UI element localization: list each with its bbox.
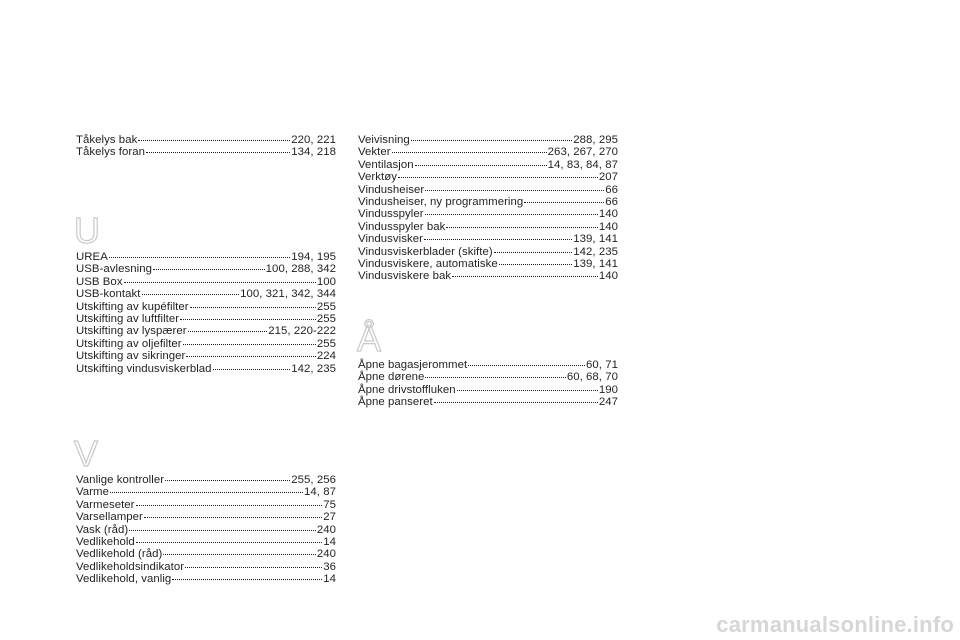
entry-term: Veivisning — [358, 134, 410, 146]
dot-leader — [138, 139, 290, 141]
index-entry — [76, 263, 336, 275]
entry-pages: 240 — [316, 523, 336, 536]
entry-pages: 190 — [598, 383, 618, 396]
dot-leader — [411, 139, 572, 141]
entry-pages: 207 — [598, 171, 618, 184]
index-entry — [76, 511, 336, 523]
entry-pages: 220, 221 — [291, 134, 336, 146]
dot-leader — [190, 306, 316, 308]
dot-leader — [142, 293, 240, 295]
entry-term: Verktøy — [358, 171, 397, 184]
index-entry — [76, 524, 336, 536]
index-entry — [358, 270, 618, 282]
index-entry — [76, 474, 336, 486]
dot-leader — [185, 566, 322, 568]
entry-pages: 140 — [598, 220, 618, 233]
entry-term: Varmeseter — [76, 498, 135, 511]
section-letter-aa: Å — [357, 318, 382, 359]
dot-leader — [186, 355, 315, 357]
index-entry — [358, 396, 618, 408]
dot-leader — [452, 275, 598, 277]
entry-pages: 100, 321, 342, 344 — [240, 288, 336, 301]
entry-pages: 36 — [323, 560, 336, 573]
entry-pages: 263, 267, 270 — [547, 146, 618, 159]
dot-leader — [172, 578, 322, 580]
entry-pages: 215, 220-222 — [268, 325, 336, 338]
entry-term: Vedlikehold — [76, 535, 135, 548]
entry-term: UREA — [76, 251, 108, 263]
dot-leader — [425, 376, 565, 378]
dot-leader — [457, 389, 598, 391]
index-entry — [76, 573, 336, 585]
index-entry — [76, 276, 336, 288]
entry-term: USB-avlesning — [76, 263, 152, 276]
index-entry — [358, 359, 618, 371]
section-v-continued — [358, 134, 618, 283]
index-entry — [76, 301, 336, 313]
entry-pages: 60, 68, 70 — [566, 371, 618, 384]
entry-term: Vindusspyler — [358, 208, 424, 221]
dot-leader — [129, 529, 316, 531]
dot-leader — [434, 401, 598, 403]
entry-term: USB Box — [76, 275, 123, 288]
entry-term: Varsellamper — [76, 511, 143, 524]
dot-leader — [398, 176, 598, 178]
dot-leader — [425, 213, 598, 215]
entry-term: Varme — [76, 486, 109, 499]
entry-pages: 14 — [323, 573, 336, 586]
dot-leader — [424, 238, 572, 240]
section-letter-v: V — [74, 433, 99, 474]
entry-pages: 100 — [316, 275, 336, 288]
entry-pages: 247 — [598, 396, 618, 409]
dot-leader — [144, 516, 322, 518]
index-entry — [76, 313, 336, 325]
entry-pages: 139, 141 — [573, 233, 618, 246]
entry-term: Ventilasjon — [358, 158, 414, 171]
entry-pages: 14, 83, 84, 87 — [547, 158, 618, 171]
index-entry — [358, 371, 618, 383]
entry-pages: 255, 256 — [291, 474, 336, 486]
entry-term: USB-kontakt — [76, 288, 141, 301]
index-entry — [358, 196, 618, 208]
dot-leader — [124, 281, 316, 283]
index-entry — [76, 134, 336, 146]
index-entry — [76, 325, 336, 337]
dot-leader — [146, 151, 290, 153]
entry-pages: 255 — [316, 312, 336, 325]
entry-pages: 240 — [316, 548, 336, 561]
entry-term: Vekter — [358, 146, 391, 159]
entry-term: Åpne bagasjerommet — [358, 359, 468, 371]
dot-leader — [425, 189, 604, 191]
entry-pages: 139, 141 — [573, 257, 618, 270]
entry-term: Vedlikehold (råd) — [76, 548, 163, 561]
watermark: carmanualsonline.info — [716, 612, 954, 637]
entry-term: Vindusheiser — [358, 183, 425, 196]
dot-leader — [180, 318, 316, 320]
entry-term: Vindusvisker — [358, 233, 423, 246]
entry-pages: 134, 218 — [291, 146, 336, 159]
dot-leader — [446, 226, 598, 228]
dot-leader — [183, 343, 316, 345]
index-entry — [358, 159, 618, 171]
index-entry — [76, 536, 336, 548]
entry-pages: 100, 288, 342 — [265, 263, 336, 276]
index-entry — [76, 561, 336, 573]
entry-pages: 255 — [316, 337, 336, 350]
entry-pages: 60, 71 — [586, 359, 618, 371]
dot-leader — [499, 263, 573, 265]
entry-pages: 27 — [323, 511, 336, 524]
entry-pages: 255 — [316, 300, 336, 313]
entry-term: Vindusheiser, ny programmering — [358, 195, 524, 208]
dot-leader — [163, 553, 316, 555]
index-entry — [76, 486, 336, 498]
index-entry — [358, 221, 618, 233]
section-aa — [358, 359, 618, 409]
entry-pages: 14, 87 — [304, 486, 336, 499]
entry-term: Åpne panseret — [358, 396, 433, 409]
entry-term: Vindusviskere, automatiske — [358, 257, 498, 270]
index-entry — [358, 134, 618, 146]
section-t-continued — [76, 134, 336, 159]
index-entry — [358, 146, 618, 158]
entry-pages: 142, 235 — [573, 245, 618, 258]
dot-leader — [165, 479, 290, 481]
entry-term: Vask (råd) — [76, 523, 129, 536]
index-entry — [76, 548, 336, 560]
dot-leader — [494, 251, 573, 253]
entry-pages: 140 — [598, 208, 618, 221]
index-entry — [76, 251, 336, 263]
entry-pages: 288, 295 — [573, 134, 618, 146]
dot-leader — [153, 268, 265, 270]
section-letter-u: U — [74, 210, 100, 251]
entry-term: Utskifting av sikringer — [76, 350, 186, 363]
index-entry — [358, 233, 618, 245]
entry-term: Åpne drivstoffluken — [358, 383, 456, 396]
entry-pages: 194, 195 — [291, 251, 336, 263]
entry-term: Utskifting av luftfilter — [76, 312, 180, 325]
entry-term: Utskifting av lyspærer — [76, 325, 187, 338]
dot-leader — [188, 330, 268, 332]
index-entry — [358, 208, 618, 220]
entry-term: Vindusspyler bak — [358, 220, 446, 233]
entry-pages: 224 — [316, 350, 336, 363]
index-entry — [358, 246, 618, 258]
dot-leader — [136, 541, 322, 543]
entry-term: Vedlikehold, vanlig — [76, 573, 172, 586]
entry-term: Tåkelys bak — [76, 134, 138, 146]
entry-pages: 142, 235 — [291, 362, 336, 375]
section-v — [76, 474, 336, 586]
index-entry — [358, 258, 618, 270]
dot-leader — [136, 504, 323, 506]
dot-leader — [468, 364, 585, 366]
entry-term: Vindusviskerblader (skifte) — [358, 245, 493, 258]
entry-term: Åpne dørene — [358, 371, 425, 384]
index-entry — [358, 184, 618, 196]
entry-pages: 14 — [323, 535, 336, 548]
entry-term: Vindusviskere bak — [358, 270, 452, 283]
index-entry — [76, 363, 336, 375]
entry-pages: 140 — [598, 270, 618, 283]
entry-term: Vanlige kontroller — [76, 474, 165, 486]
dot-leader — [109, 256, 290, 258]
index-entry — [76, 499, 336, 511]
dot-leader — [415, 164, 547, 166]
entry-pages: 66 — [605, 183, 618, 196]
dot-leader — [392, 151, 547, 153]
entry-term: Tåkelys foran — [76, 146, 146, 159]
index-entry — [358, 171, 618, 183]
entry-term: Vedlikeholdsindikator — [76, 560, 185, 573]
index-entry — [358, 384, 618, 396]
entry-pages: 75 — [323, 498, 336, 511]
section-u — [76, 251, 336, 375]
dot-leader — [213, 368, 291, 370]
dot-leader — [110, 491, 303, 493]
index-entry — [76, 288, 336, 300]
entry-term: Utskifting av oljefilter — [76, 337, 182, 350]
entry-term: Utskifting vindusviskerblad — [76, 362, 212, 375]
entry-pages: 66 — [605, 195, 618, 208]
dot-leader — [524, 201, 604, 203]
index-entry — [76, 338, 336, 350]
index-entry — [76, 350, 336, 362]
entry-term: Utskifting av kupéfilter — [76, 300, 189, 313]
index-entry — [76, 146, 336, 158]
